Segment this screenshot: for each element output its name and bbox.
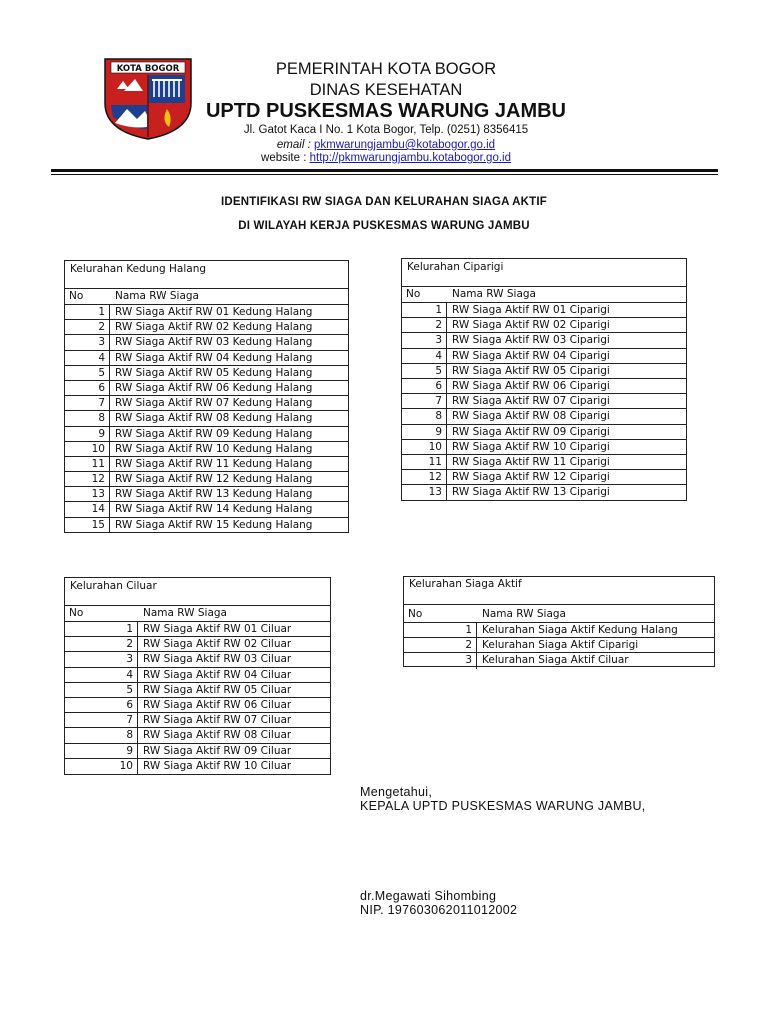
row-no: 2 [404, 638, 477, 652]
row-name: RW Siaga Aktif RW 12 Ciparigi [452, 471, 610, 484]
row-name: RW Siaga Aktif RW 05 Ciluar [143, 683, 292, 696]
table-row [65, 472, 348, 487]
table-row [404, 653, 714, 668]
institution-name: UPTD PUSKESMAS WARUNG JAMBU [205, 100, 567, 122]
table-header [404, 605, 714, 623]
signatory-name: dr.Megawati Sihombing [360, 889, 497, 903]
letterhead-divider-thin [51, 174, 718, 175]
row-no: 9 [402, 425, 447, 439]
row-name: RW Siaga Aktif RW 03 Ciluar [143, 653, 292, 666]
table-row [402, 349, 686, 364]
col-no-header: No [69, 607, 84, 619]
row-name: RW Siaga Aktif RW 02 Ciluar [143, 638, 292, 651]
table-row [65, 652, 330, 667]
table-row [65, 427, 348, 442]
table-row [65, 457, 348, 472]
col-name-header: Nama RW Siaga [452, 288, 536, 300]
table-row [65, 637, 330, 652]
row-no: 4 [65, 351, 110, 365]
signatory-nip: NIP. 197603062011012002 [360, 903, 518, 917]
row-name: RW Siaga Aktif RW 04 Ciluar [143, 668, 292, 681]
col-name-header: Nama RW Siaga [143, 607, 227, 619]
row-name: RW Siaga Aktif RW 09 Ciparigi [452, 425, 610, 438]
table-row [402, 409, 686, 424]
row-name: RW Siaga Aktif RW 08 Ciparigi [452, 410, 610, 423]
row-name: Kelurahan Siaga Aktif Kedung Halang [482, 624, 678, 636]
row-name: RW Siaga Aktif RW 01 Kedung Halang [115, 306, 313, 318]
table-row [402, 364, 686, 379]
row-no: 12 [65, 472, 110, 486]
row-no: 15 [65, 518, 110, 533]
col-no-header: No [69, 290, 84, 302]
table-row [65, 744, 330, 759]
row-no: 14 [65, 502, 110, 516]
row-name: RW Siaga Aktif RW 02 Ciparigi [452, 319, 610, 332]
table-row [65, 502, 348, 517]
kota-bogor-emblem [103, 57, 193, 141]
address: Jl. Gatot Kaca I No. 1 Kota Bogor, Telp. (0251) 8356415 [243, 124, 529, 136]
col-no-header: No [408, 608, 423, 620]
row-name: RW Siaga Aktif RW 13 Kedung Halang [115, 488, 313, 501]
row-name: RW Siaga Aktif RW 07 Kedung Halang [115, 397, 313, 410]
row-no: 4 [402, 349, 447, 363]
row-no: 3 [404, 653, 477, 668]
row-name: RW Siaga Aktif RW 09 Kedung Halang [115, 427, 313, 440]
row-name: RW Siaga Aktif RW 08 Kedung Halang [115, 412, 313, 425]
email-label: email : [276, 139, 311, 151]
row-name: RW Siaga Aktif RW 14 Kedung Halang [115, 503, 313, 516]
table-row [402, 318, 686, 333]
row-no: 7 [402, 394, 447, 408]
row-no: 6 [402, 379, 447, 393]
letterhead-divider [51, 169, 718, 172]
row-name: RW Siaga Aktif RW 07 Ciparigi [452, 395, 610, 408]
row-no: 3 [65, 335, 110, 349]
row-name: RW Siaga Aktif RW 09 Ciluar [143, 744, 292, 757]
email-line [193, 139, 579, 151]
row-no: 10 [402, 440, 447, 454]
row-name: RW Siaga Aktif RW 04 Ciparigi [452, 349, 610, 362]
row-name: RW Siaga Aktif RW 05 Kedung Halang [115, 366, 313, 379]
table-caption: Kelurahan Siaga Aktif [404, 577, 714, 605]
table-row [65, 335, 348, 350]
email-link[interactable]: pkmwarungjambu@kotabogor.go.id [313, 139, 496, 151]
row-name: RW Siaga Aktif RW 11 Kedung Halang [115, 457, 313, 470]
table-header [65, 289, 348, 305]
table-caption: Kelurahan Kedung Halang [65, 261, 348, 289]
table-row [402, 303, 686, 318]
col-name-header: Nama RW Siaga [482, 608, 566, 620]
table-row [402, 394, 686, 409]
website-label: website : [261, 152, 307, 164]
table-row [404, 623, 714, 638]
table-row [65, 713, 330, 728]
row-no: 8 [65, 411, 110, 425]
row-no: 3 [402, 333, 447, 347]
row-no: 13 [65, 487, 110, 501]
table-kelurahan-siaga-aktif [403, 576, 715, 667]
website-link[interactable]: http://pkmwarungjambu.kotabogor.go.id [309, 152, 511, 164]
row-no: 6 [65, 381, 110, 395]
signatory-position: KEPALA UPTD PUSKESMAS WARUNG JAMBU, [360, 799, 646, 813]
table-row [65, 366, 348, 381]
table-row [404, 638, 714, 653]
table-row [65, 411, 348, 426]
table-row [65, 305, 348, 320]
table-kedung-halang [64, 260, 349, 533]
row-name: RW Siaga Aktif RW 03 Ciparigi [452, 334, 610, 347]
table-row [65, 759, 330, 774]
row-name: RW Siaga Aktif RW 10 Ciluar [143, 759, 292, 772]
row-no: 1 [65, 622, 138, 636]
document-title: IDENTIFIKASI RW SIAGA DAN KELURAHAN SIAGA AKTIF [220, 196, 548, 208]
row-no: 9 [65, 427, 110, 441]
row-name: RW Siaga Aktif RW 02 Kedung Halang [115, 321, 313, 334]
col-name-header: Nama RW Siaga [115, 290, 199, 302]
table-row [65, 622, 330, 637]
row-no: 6 [65, 698, 138, 712]
table-row [65, 381, 348, 396]
table-row [65, 698, 330, 713]
table-row [65, 728, 330, 743]
table-row [65, 487, 348, 502]
row-no: 2 [65, 320, 110, 334]
row-name: RW Siaga Aktif RW 01 Ciluar [143, 623, 292, 635]
table-header [402, 287, 686, 303]
logo-text: KOTA BOGOR [116, 64, 180, 74]
table-row [65, 518, 348, 533]
table-row [402, 379, 686, 394]
row-no: 12 [402, 470, 447, 484]
row-no: 10 [65, 759, 138, 774]
row-no: 11 [65, 457, 110, 471]
row-no: 9 [65, 744, 138, 758]
row-no: 1 [65, 305, 110, 319]
table-row [65, 668, 330, 683]
document-subtitle: DI WILAYAH KERJA PUSKESMAS WARUNG JAMBU [238, 220, 530, 232]
row-no: 7 [65, 396, 110, 410]
col-no-header: No [406, 288, 421, 300]
table-ciparigi [401, 258, 687, 501]
table-row [65, 396, 348, 411]
row-no: 1 [402, 303, 447, 317]
website-line [193, 152, 579, 164]
row-no: 5 [65, 683, 138, 697]
row-name: RW Siaga Aktif RW 06 Ciparigi [452, 379, 610, 392]
table-row [65, 683, 330, 698]
row-name: RW Siaga Aktif RW 12 Kedung Halang [115, 473, 313, 486]
row-name: RW Siaga Aktif RW 05 Ciparigi [452, 364, 610, 377]
row-no: 10 [65, 442, 110, 456]
row-name: RW Siaga Aktif RW 01 Ciparigi [452, 304, 610, 316]
table-row [402, 333, 686, 348]
row-name: RW Siaga Aktif RW 15 Kedung Halang [115, 518, 313, 531]
row-name: RW Siaga Aktif RW 08 Ciluar [143, 729, 292, 742]
row-name: Kelurahan Siaga Aktif Ciluar [482, 654, 629, 667]
table-row [65, 442, 348, 457]
row-no: 1 [404, 623, 477, 637]
row-name: RW Siaga Aktif RW 13 Ciparigi [452, 486, 610, 499]
table-row [402, 455, 686, 470]
row-name: RW Siaga Aktif RW 07 Ciluar [143, 714, 292, 727]
row-name: RW Siaga Aktif RW 06 Kedung Halang [115, 381, 313, 394]
row-name: RW Siaga Aktif RW 04 Kedung Halang [115, 351, 313, 364]
row-no: 5 [65, 366, 110, 380]
row-no: 11 [402, 455, 447, 469]
table-row [402, 425, 686, 440]
table-caption: Kelurahan Ciluar [65, 578, 330, 606]
table-caption: Kelurahan Ciparigi [402, 259, 686, 287]
row-name: RW Siaga Aktif RW 10 Ciparigi [452, 440, 610, 453]
row-no: 13 [402, 485, 447, 500]
row-no: 4 [65, 668, 138, 682]
department-name: DINAS KESEHATAN [309, 81, 463, 99]
row-no: 3 [65, 652, 138, 666]
row-name: RW Siaga Aktif RW 06 Ciluar [143, 698, 292, 711]
row-name: Kelurahan Siaga Aktif Ciparigi [482, 639, 639, 652]
row-no: 8 [402, 409, 447, 423]
row-no: 5 [402, 364, 447, 378]
row-name: RW Siaga Aktif RW 03 Kedung Halang [115, 336, 313, 349]
row-no: 2 [402, 318, 447, 332]
table-row [402, 470, 686, 485]
row-no: 2 [65, 637, 138, 651]
table-row [402, 485, 686, 500]
table-header [65, 606, 330, 622]
table-row [402, 440, 686, 455]
row-name: RW Siaga Aktif RW 11 Ciparigi [452, 455, 610, 468]
table-row [65, 320, 348, 335]
acknowledged-label: Mengetahui, [360, 785, 433, 799]
government-name: PEMERINTAH KOTA BOGOR [275, 60, 497, 78]
row-no: 8 [65, 728, 138, 742]
table-ciluar [64, 577, 331, 775]
row-name: RW Siaga Aktif RW 10 Kedung Halang [115, 442, 313, 455]
row-no: 7 [65, 713, 138, 727]
table-row [65, 351, 348, 366]
